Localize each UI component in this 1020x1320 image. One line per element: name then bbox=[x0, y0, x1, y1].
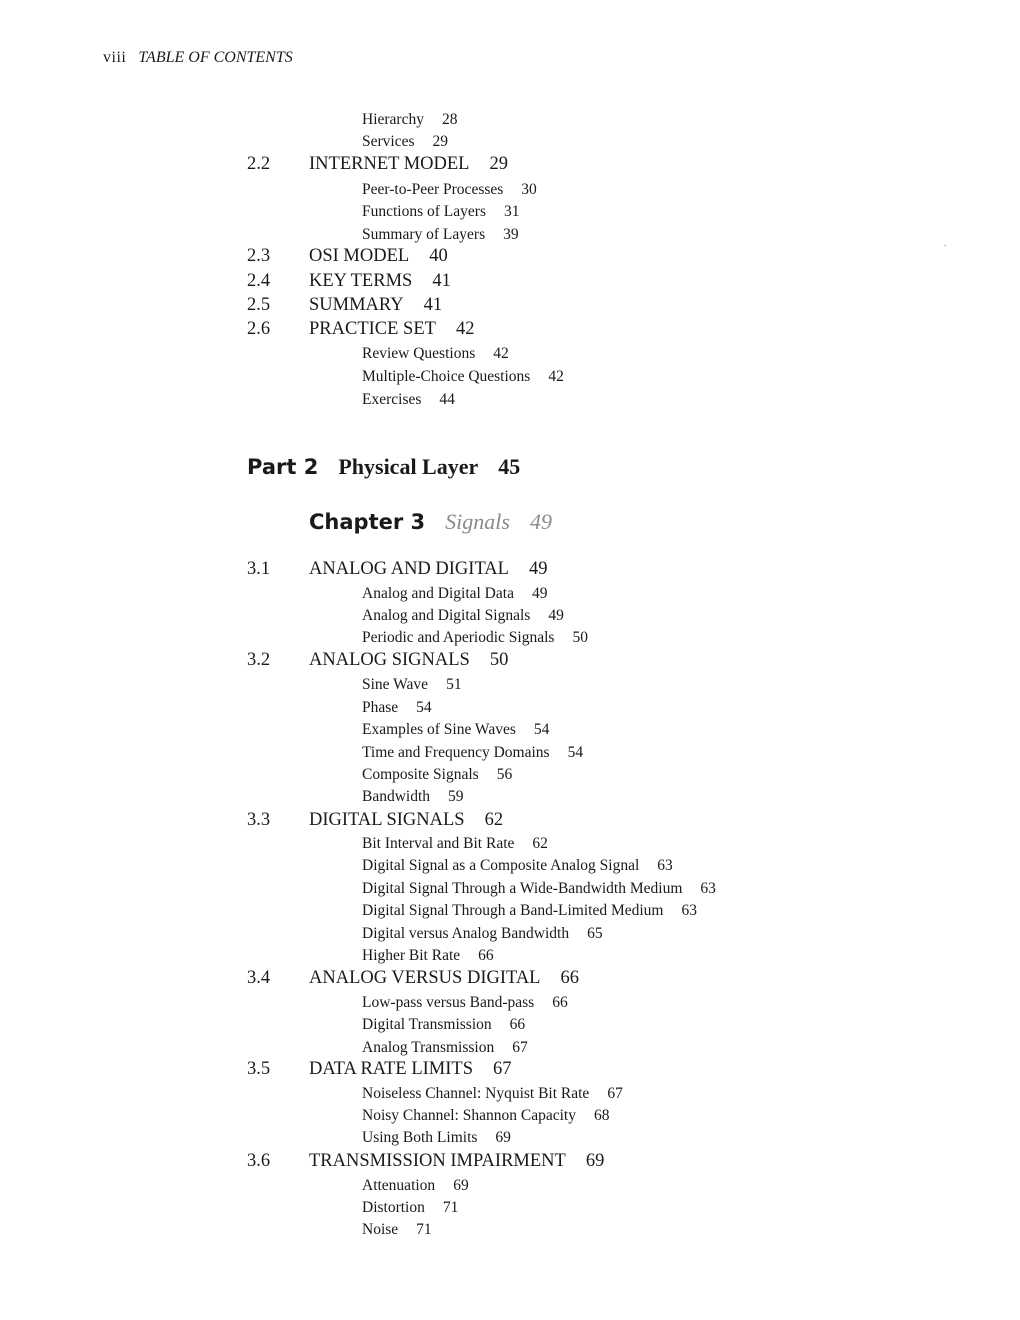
toc-subentry-page: 39 bbox=[503, 226, 519, 243]
toc-subentry-page: 63 bbox=[700, 880, 716, 897]
toc-section-heading bbox=[309, 1151, 604, 1172]
toc-subentry-page: 69 bbox=[495, 1129, 511, 1146]
chapter-title: Signals bbox=[445, 509, 510, 534]
toc-subentry-page: 59 bbox=[448, 788, 464, 805]
toc-subentry-title: Higher Bit Rate bbox=[362, 947, 461, 964]
running-head-title: TABLE OF CONTENTS bbox=[138, 49, 293, 66]
toc-subentry bbox=[362, 676, 462, 694]
toc-subentry-page: 71 bbox=[416, 1221, 432, 1238]
toc-subentry bbox=[362, 880, 716, 898]
toc-subentry-title: Bandwidth bbox=[362, 788, 431, 805]
toc-section-title: OSI MODEL bbox=[309, 246, 410, 266]
toc-subentry bbox=[362, 111, 457, 129]
toc-section-title: DATA RATE LIMITS bbox=[309, 1059, 473, 1079]
toc-subentry bbox=[362, 857, 673, 875]
toc-subentry bbox=[362, 1221, 432, 1239]
toc-section-page: 69 bbox=[585, 1151, 605, 1171]
part-page: 45 bbox=[498, 454, 521, 479]
toc-section-number: 3.4 bbox=[247, 968, 271, 988]
toc-section-page: 42 bbox=[455, 319, 475, 339]
toc-section-page: 29 bbox=[489, 154, 508, 174]
toc-subentry-page: 49 bbox=[548, 607, 564, 624]
toc-subentry-page: 30 bbox=[521, 181, 537, 198]
toc-subentry-title: Functions of Layers bbox=[362, 203, 486, 220]
toc-subentry-title: Review Questions bbox=[362, 345, 476, 362]
toc-section-title: SUMMARY bbox=[309, 295, 404, 315]
toc-subentry-title: Phase bbox=[362, 699, 399, 716]
toc-section-number: 3.2 bbox=[247, 650, 271, 670]
toc-subentry-page: 63 bbox=[681, 902, 697, 919]
toc-subentry-title: Composite Signals bbox=[362, 766, 479, 783]
toc-subentry-title: Digital versus Analog Bandwidth bbox=[362, 925, 570, 942]
toc-subentry bbox=[362, 629, 588, 647]
toc-section-number: 2.3 bbox=[247, 246, 271, 266]
toc-section-number: 3.6 bbox=[247, 1151, 271, 1171]
toc-section-title: TRANSMISSION IMPAIRMENT bbox=[309, 1151, 566, 1171]
toc-subentry-title: Time and Frequency Domains bbox=[362, 744, 550, 761]
toc-subentry-title: Digital Signal as a Composite Analog Signal bbox=[362, 857, 640, 874]
toc-subentry bbox=[362, 947, 494, 965]
toc-subentry bbox=[362, 1016, 525, 1034]
toc-section-page: 49 bbox=[528, 559, 548, 579]
toc-subentry-title: Services bbox=[362, 133, 415, 150]
toc-section-number: 2.6 bbox=[247, 319, 271, 339]
toc-subentry bbox=[362, 226, 519, 244]
toc-subentry bbox=[362, 368, 564, 386]
toc-subentry-page: 44 bbox=[439, 391, 455, 408]
toc-section-title: ANALOG AND DIGITAL bbox=[309, 559, 509, 579]
toc-subentry-page: 62 bbox=[532, 835, 548, 852]
page-folio: viii bbox=[103, 49, 127, 66]
toc-subentry-title: Digital Signal Through a Wide-Bandwidth Medium bbox=[362, 880, 683, 897]
toc-subentry-page: 66 bbox=[478, 947, 494, 964]
toc-subentry-page: 66 bbox=[552, 994, 568, 1011]
toc-subentry bbox=[362, 1177, 469, 1195]
toc-subentry-page: 67 bbox=[607, 1085, 623, 1102]
toc-subentry-title: Peer-to-Peer Processes bbox=[362, 181, 504, 198]
toc-subentry-page: 51 bbox=[446, 676, 462, 693]
toc-subentry-page: 66 bbox=[509, 1016, 526, 1033]
toc-subentry bbox=[362, 1039, 528, 1057]
toc-section-page: 41 bbox=[423, 295, 443, 315]
toc-subentry bbox=[362, 1085, 623, 1103]
toc-section-title: INTERNET MODEL bbox=[309, 154, 470, 174]
part-heading bbox=[247, 454, 520, 480]
chapter-heading bbox=[309, 509, 552, 535]
toc-section-number: 3.5 bbox=[247, 1059, 271, 1079]
chapter-label: Chapter 3 bbox=[309, 510, 426, 534]
toc-subentry-page: 28 bbox=[441, 111, 458, 128]
toc-subentry-page: 49 bbox=[531, 585, 548, 602]
toc-subentry bbox=[362, 345, 509, 363]
toc-section-title: KEY TERMS bbox=[309, 271, 413, 291]
toc-subentry bbox=[362, 925, 603, 943]
toc-section-heading bbox=[309, 1059, 512, 1080]
toc-subentry-title: Digital Transmission bbox=[362, 1016, 492, 1033]
toc-subentry-title: Noisy Channel: Shannon Capacity bbox=[362, 1107, 576, 1124]
toc-subentry-page: 29 bbox=[432, 133, 449, 150]
toc-subentry-page: 31 bbox=[503, 203, 520, 220]
toc-subentry-page: 63 bbox=[657, 857, 673, 874]
toc-section-number: 2.5 bbox=[247, 295, 271, 315]
toc-subentry-title: Hierarchy bbox=[362, 111, 424, 128]
toc-section-heading bbox=[309, 968, 579, 989]
toc-section-heading bbox=[309, 559, 547, 580]
toc-section-page: 67 bbox=[493, 1059, 512, 1079]
toc-section-title: PRACTICE SET bbox=[309, 319, 436, 339]
toc-subentry bbox=[362, 835, 548, 853]
toc-section-title: DIGITAL SIGNALS bbox=[309, 810, 465, 830]
toc-subentry-page: 56 bbox=[496, 766, 513, 783]
toc-section-title: ANALOG SIGNALS bbox=[309, 650, 470, 670]
toc-subentry bbox=[362, 1199, 458, 1217]
toc-subentry bbox=[362, 721, 549, 739]
toc-subentry-page: 42 bbox=[548, 368, 564, 385]
toc-section-heading bbox=[309, 810, 503, 831]
toc-section-page: 66 bbox=[560, 968, 579, 988]
part-label: Part 2 bbox=[247, 455, 319, 479]
chapter-page: 49 bbox=[529, 509, 552, 534]
toc-section-heading bbox=[309, 319, 474, 340]
toc-subentry bbox=[362, 391, 455, 409]
toc-subentry-page: 69 bbox=[453, 1177, 469, 1194]
toc-section-heading bbox=[309, 295, 442, 316]
toc-section-page: 41 bbox=[432, 271, 451, 291]
toc-subentry bbox=[362, 585, 547, 603]
toc-subentry-title: Summary of Layers bbox=[362, 226, 486, 243]
toc-subentry bbox=[362, 1107, 609, 1125]
toc-section-heading bbox=[309, 246, 448, 267]
toc-subentry-page: 54 bbox=[533, 721, 550, 738]
part-title: Physical Layer bbox=[338, 454, 479, 479]
toc-section-page: 50 bbox=[489, 650, 509, 670]
toc-section-heading bbox=[309, 271, 451, 292]
toc-subentry bbox=[362, 744, 583, 762]
toc-section-number: 3.1 bbox=[247, 559, 271, 579]
toc-subentry bbox=[362, 133, 448, 151]
toc-subentry bbox=[362, 1129, 511, 1147]
toc-subentry-title: Low-pass versus Band-pass bbox=[362, 994, 535, 1011]
toc-subentry bbox=[362, 607, 564, 625]
toc-section-title: ANALOG VERSUS DIGITAL bbox=[309, 968, 541, 988]
toc-subentry bbox=[362, 203, 519, 221]
toc-subentry-title: Analog and Digital Signals bbox=[362, 607, 531, 624]
toc-subentry-title: Attenuation bbox=[362, 1177, 436, 1194]
toc-subentry bbox=[362, 994, 568, 1012]
toc-subentry bbox=[362, 902, 697, 920]
toc-subentry-title: Digital Signal Through a Band-Limited Medium bbox=[362, 902, 664, 919]
toc-subentry bbox=[362, 766, 512, 784]
toc-subentry-title: Sine Wave bbox=[362, 676, 429, 693]
toc-subentry-page: 54 bbox=[416, 699, 432, 716]
toc-section-page: 40 bbox=[429, 246, 448, 266]
toc-subentry-title: Noiseless Channel: Nyquist Bit Rate bbox=[362, 1085, 590, 1102]
toc-subentry-page: 54 bbox=[567, 744, 584, 761]
toc-subentry-title: Multiple-Choice Questions bbox=[362, 368, 531, 385]
toc-subentry-title: Bit Interval and Bit Rate bbox=[362, 835, 515, 852]
toc-subentry-title: Analog Transmission bbox=[362, 1039, 495, 1056]
toc-subentry-title: Exercises bbox=[362, 391, 422, 408]
scan-speck bbox=[944, 245, 946, 246]
toc-subentry-title: Periodic and Aperiodic Signals bbox=[362, 629, 555, 646]
toc-section-number: 2.4 bbox=[247, 271, 271, 291]
toc-subentry-page: 68 bbox=[593, 1107, 610, 1124]
toc-subentry-title: Using Both Limits bbox=[362, 1129, 478, 1146]
toc-subentry-page: 71 bbox=[442, 1199, 459, 1216]
toc-section-number: 3.3 bbox=[247, 810, 271, 830]
toc-section-number: 2.2 bbox=[247, 154, 271, 174]
toc-section-heading bbox=[309, 650, 508, 671]
toc-subentry bbox=[362, 699, 432, 717]
running-head bbox=[103, 49, 293, 67]
toc-subentry-page: 42 bbox=[493, 345, 509, 362]
toc-subentry-title: Analog and Digital Data bbox=[362, 585, 514, 602]
toc-subentry-page: 67 bbox=[512, 1039, 528, 1056]
toc-subentry-page: 50 bbox=[572, 629, 588, 646]
toc-subentry-page: 65 bbox=[587, 925, 603, 942]
toc-subentry-title: Noise bbox=[362, 1221, 399, 1238]
toc-section-page: 62 bbox=[484, 810, 504, 830]
toc-section-heading bbox=[309, 154, 508, 175]
toc-subentry-title: Distortion bbox=[362, 1199, 425, 1216]
toc-subentry bbox=[362, 788, 464, 806]
toc-subentry bbox=[362, 181, 537, 199]
toc-subentry-title: Examples of Sine Waves bbox=[362, 721, 516, 738]
